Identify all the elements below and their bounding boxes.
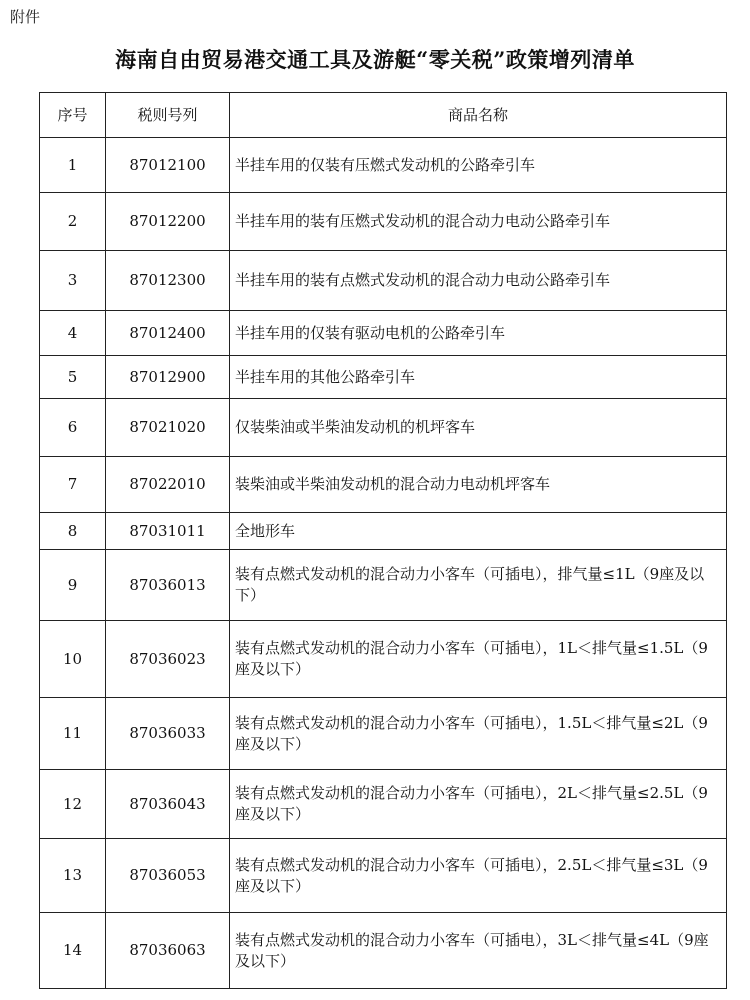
cell-tariff-code: 87036023 (106, 621, 230, 698)
table-row (40, 138, 727, 193)
table-row (40, 251, 727, 311)
cell-product-name: 装有点燃式发动机的混合动力小客车（可插电），排气量≤1L（9座及以下） (230, 550, 727, 621)
cell-serial-no: 11 (40, 698, 106, 770)
cell-product-name: 半挂车用的仅装有驱动电机的公路牵引车 (230, 311, 727, 356)
table-row (40, 513, 727, 550)
header-serial-no: 序号 (40, 93, 106, 138)
cell-tariff-code: 87012900 (106, 356, 230, 399)
cell-serial-no: 3 (40, 251, 106, 311)
cell-tariff-code: 87021020 (106, 399, 230, 457)
cell-product-name: 仅装柴油或半柴油发动机的机坪客车 (230, 399, 727, 457)
table-header-row (40, 93, 727, 138)
table-row (40, 913, 727, 989)
cell-serial-no: 6 (40, 399, 106, 457)
cell-product-name: 半挂车用的仅装有压燃式发动机的公路牵引车 (230, 138, 727, 193)
table-row (40, 770, 727, 839)
cell-tariff-code: 87012400 (106, 311, 230, 356)
document-title: 海南自由贸易港交通工具及游艇“零关税”政策增列清单 (115, 47, 635, 72)
cell-serial-no: 10 (40, 621, 106, 698)
table-row (40, 698, 727, 770)
cell-product-name: 装有点燃式发动机的混合动力小客车（可插电），1.5L＜排气量≤2L（9座及以下） (230, 698, 727, 770)
cell-tariff-code: 87012300 (106, 251, 230, 311)
cell-tariff-code: 87036063 (106, 913, 230, 989)
header-product-name: 商品名称 (230, 93, 727, 138)
table-row (40, 550, 727, 621)
table-row (40, 621, 727, 698)
tariff-list-table (39, 92, 727, 989)
cell-serial-no: 12 (40, 770, 106, 839)
cell-product-name: 半挂车用的装有点燃式发动机的混合动力电动公路牵引车 (230, 251, 727, 311)
cell-tariff-code: 87031011 (106, 513, 230, 550)
table-row (40, 457, 727, 513)
table-row (40, 399, 727, 457)
cell-product-name: 半挂车用的其他公路牵引车 (230, 356, 727, 399)
attachment-label: 附件 (10, 8, 41, 26)
cell-tariff-code: 87012100 (106, 138, 230, 193)
cell-tariff-code: 87036033 (106, 698, 230, 770)
cell-serial-no: 9 (40, 550, 106, 621)
cell-serial-no: 13 (40, 839, 106, 913)
cell-serial-no: 7 (40, 457, 106, 513)
cell-product-name: 装有点燃式发动机的混合动力小客车（可插电），2L＜排气量≤2.5L（9座及以下） (230, 770, 727, 839)
cell-tariff-code: 87036043 (106, 770, 230, 839)
cell-serial-no: 14 (40, 913, 106, 989)
cell-product-name: 全地形车 (230, 513, 727, 550)
header-tariff-code: 税则号列 (106, 93, 230, 138)
cell-serial-no: 5 (40, 356, 106, 399)
cell-tariff-code: 87036013 (106, 550, 230, 621)
cell-tariff-code: 87036053 (106, 839, 230, 913)
cell-serial-no: 1 (40, 138, 106, 193)
cell-serial-no: 4 (40, 311, 106, 356)
cell-serial-no: 2 (40, 193, 106, 251)
table-row (40, 356, 727, 399)
cell-tariff-code: 87012200 (106, 193, 230, 251)
cell-product-name: 装有点燃式发动机的混合动力小客车（可插电），2.5L＜排气量≤3L（9座及以下） (230, 839, 727, 913)
cell-serial-no: 8 (40, 513, 106, 550)
cell-tariff-code: 87022010 (106, 457, 230, 513)
cell-product-name: 装柴油或半柴油发动机的混合动力电动机坪客车 (230, 457, 727, 513)
table-row (40, 839, 727, 913)
cell-product-name: 半挂车用的装有压燃式发动机的混合动力电动公路牵引车 (230, 193, 727, 251)
cell-product-name: 装有点燃式发动机的混合动力小客车（可插电），1L＜排气量≤1.5L（9座及以下） (230, 621, 727, 698)
table-row (40, 193, 727, 251)
table-row (40, 311, 727, 356)
cell-product-name: 装有点燃式发动机的混合动力小客车（可插电），3L＜排气量≤4L（9座及以下） (230, 913, 727, 989)
